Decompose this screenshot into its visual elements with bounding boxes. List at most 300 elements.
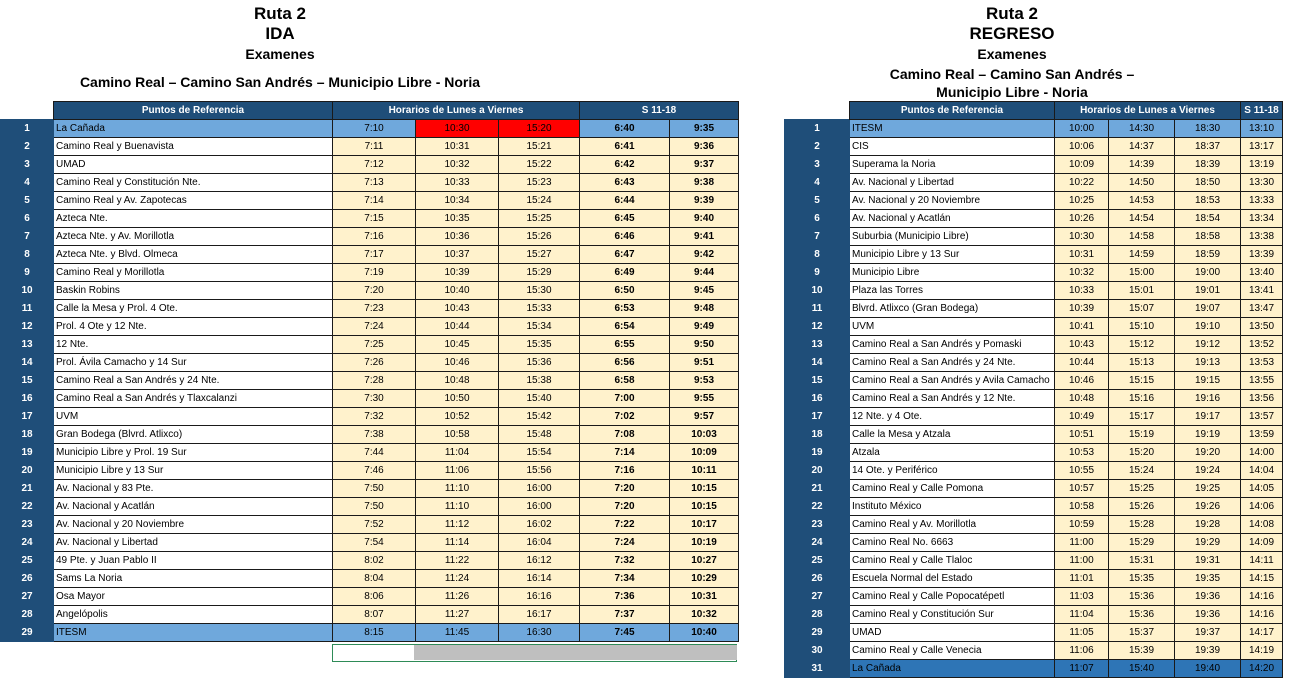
ida-header-points: Puntos de Referencia [54, 102, 333, 120]
regreso-time: 11:05 [1055, 624, 1109, 642]
regreso-time: 14:00 [1241, 444, 1283, 462]
regreso-time: 19:19 [1175, 426, 1241, 444]
regreso-time: 19:40 [1175, 660, 1241, 678]
regreso-header-points: Puntos de Referencia [850, 102, 1055, 120]
regreso-time: 15:39 [1109, 642, 1175, 660]
regreso-stop-number: 12 [785, 318, 850, 336]
regreso-time: 14:30 [1109, 120, 1175, 138]
regreso-time: 10:31 [1055, 246, 1109, 264]
regreso-time: 14:50 [1109, 174, 1175, 192]
ida-stop-name: Azteca Nte. y Av. Morillotla [54, 228, 333, 246]
ida-time: 7:20 [580, 480, 670, 498]
ida-stop-name: Camino Real y Constitución Nte. [54, 174, 333, 192]
regreso-time: 14:39 [1109, 156, 1175, 174]
ida-stop-number: 27 [1, 588, 54, 606]
regreso-stop-name: 14 Ote. y Periférico [850, 462, 1055, 480]
regreso-stop-name: 12 Nte. y 4 Ote. [850, 408, 1055, 426]
ida-time: 7:36 [580, 588, 670, 606]
ida-time: 15:30 [499, 282, 580, 300]
ida-time: 9:36 [670, 138, 739, 156]
ida-stop-number: 25 [1, 552, 54, 570]
ida-row [1, 156, 739, 174]
ida-stop-number: 13 [1, 336, 54, 354]
regreso-stop-number: 6 [785, 210, 850, 228]
ida-time: 9:51 [670, 354, 739, 372]
regreso-stop-name: Atzala [850, 444, 1055, 462]
ida-stop-number: 15 [1, 372, 54, 390]
regreso-stop-number: 4 [785, 174, 850, 192]
regreso-time: 19:36 [1175, 606, 1241, 624]
ida-time: 7:12 [333, 156, 416, 174]
regreso-time: 13:10 [1241, 120, 1283, 138]
regreso-time: 19:07 [1175, 300, 1241, 318]
regreso-stop-number: 18 [785, 426, 850, 444]
regreso-stop-number: 8 [785, 246, 850, 264]
ida-time: 16:14 [499, 570, 580, 588]
regreso-time: 15:26 [1109, 498, 1175, 516]
regreso-time: 14:17 [1241, 624, 1283, 642]
regreso-time: 15:00 [1109, 264, 1175, 282]
regreso-time: 19:17 [1175, 408, 1241, 426]
regreso-time: 10:06 [1055, 138, 1109, 156]
ida-time: 9:39 [670, 192, 739, 210]
regreso-schedule-table [784, 101, 1283, 678]
regreso-time: 10:49 [1055, 408, 1109, 426]
regreso-stop-name: Instituto México [850, 498, 1055, 516]
regreso-stop-name: Municipio Libre [850, 264, 1055, 282]
regreso-stop-number: 14 [785, 354, 850, 372]
regreso-time: 11:00 [1055, 534, 1109, 552]
regreso-time: 18:59 [1175, 246, 1241, 264]
ida-route-subtitle: Camino Real – Camino San Andrés – Municipio Libre - Noria [79, 74, 481, 90]
ida-row [1, 606, 739, 624]
ida-row [1, 570, 739, 588]
regreso-stop-name: Calle la Mesa y Atzala [850, 426, 1055, 444]
grey-fill-bar [414, 645, 737, 660]
ida-time: 10:40 [670, 624, 739, 642]
regreso-time: 19:24 [1175, 462, 1241, 480]
regreso-stop-number: 11 [785, 300, 850, 318]
ida-time: 8:06 [333, 588, 416, 606]
regreso-time: 10:51 [1055, 426, 1109, 444]
ida-time: 10:09 [670, 444, 739, 462]
ida-time: 10:37 [416, 246, 499, 264]
regreso-ruta-title: Ruta 2 [986, 4, 1038, 23]
regreso-stop-number: 31 [785, 660, 850, 678]
ida-header-saturday: S 11-18 [580, 102, 739, 120]
regreso-time: 11:04 [1055, 606, 1109, 624]
regreso-row [785, 138, 1283, 156]
ida-stop-number: 21 [1, 480, 54, 498]
regreso-stop-name: Camino Real a San Andrés y 24 Nte. [850, 354, 1055, 372]
regreso-stop-name: Blvrd. Atlixco (Gran Bodega) [850, 300, 1055, 318]
ida-stop-name: Municipio Libre y 13 Sur [54, 462, 333, 480]
regreso-time: 19:13 [1175, 354, 1241, 372]
ida-stop-number: 29 [1, 624, 54, 642]
ida-header-blank [1, 102, 54, 120]
regreso-time: 19:16 [1175, 390, 1241, 408]
ida-time: 15:26 [499, 228, 580, 246]
regreso-stop-name: Plaza las Torres [850, 282, 1055, 300]
ida-time: 8:07 [333, 606, 416, 624]
regreso-time: 15:17 [1109, 408, 1175, 426]
ida-stop-name: 12 Nte. [54, 336, 333, 354]
ida-time: 16:04 [499, 534, 580, 552]
ida-time: 15:56 [499, 462, 580, 480]
ida-time: 10:32 [670, 606, 739, 624]
ida-row [1, 336, 739, 354]
ida-time: 16:12 [499, 552, 580, 570]
regreso-time: 19:35 [1175, 570, 1241, 588]
ida-time: 15:54 [499, 444, 580, 462]
ida-row [1, 480, 739, 498]
ida-stop-name: Camino Real a San Andrés y 24 Nte. [54, 372, 333, 390]
regreso-time: 13:52 [1241, 336, 1283, 354]
regreso-time: 15:20 [1109, 444, 1175, 462]
ida-time: 6:55 [580, 336, 670, 354]
regreso-stop-number: 23 [785, 516, 850, 534]
regreso-time: 11:06 [1055, 642, 1109, 660]
regreso-time: 15:24 [1109, 462, 1175, 480]
regreso-time: 19:01 [1175, 282, 1241, 300]
ida-time: 10:11 [670, 462, 739, 480]
ida-row [1, 408, 739, 426]
regreso-time: 14:15 [1241, 570, 1283, 588]
regreso-row [785, 174, 1283, 192]
ida-time: 7:24 [333, 318, 416, 336]
ida-time: 15:34 [499, 318, 580, 336]
regreso-row [785, 246, 1283, 264]
regreso-stop-number: 3 [785, 156, 850, 174]
ida-row [1, 318, 739, 336]
regreso-row [785, 534, 1283, 552]
regreso-time: 14:04 [1241, 462, 1283, 480]
ida-time: 11:45 [416, 624, 499, 642]
regreso-time: 13:57 [1241, 408, 1283, 426]
ida-stop-number: 6 [1, 210, 54, 228]
regreso-row [785, 552, 1283, 570]
regreso-stop-name: Av. Nacional y Libertad [850, 174, 1055, 192]
regreso-row [785, 156, 1283, 174]
ida-time: 15:24 [499, 192, 580, 210]
ida-time: 6:45 [580, 210, 670, 228]
ida-time: 7:16 [333, 228, 416, 246]
ida-time: 7:08 [580, 426, 670, 444]
regreso-time: 18:58 [1175, 228, 1241, 246]
regreso-time: 13:47 [1241, 300, 1283, 318]
ida-time: 7:44 [333, 444, 416, 462]
regreso-row [785, 480, 1283, 498]
regreso-time: 19:15 [1175, 372, 1241, 390]
ida-time: 6:46 [580, 228, 670, 246]
ida-time: 10:32 [416, 156, 499, 174]
ida-time: 10:43 [416, 300, 499, 318]
ida-row [1, 552, 739, 570]
ida-row [1, 300, 739, 318]
ida-time: 11:12 [416, 516, 499, 534]
regreso-row [785, 336, 1283, 354]
regreso-time: 15:40 [1109, 660, 1175, 678]
ida-time: 7:00 [580, 390, 670, 408]
ida-time: 15:20 [499, 120, 580, 138]
regreso-header-weekday: Horarios de Lunes a Viernes [1055, 102, 1241, 120]
ida-stop-name: Av. Nacional y Libertad [54, 534, 333, 552]
ida-time: 7:23 [333, 300, 416, 318]
ida-time: 15:35 [499, 336, 580, 354]
regreso-time: 18:50 [1175, 174, 1241, 192]
ida-time: 7:45 [580, 624, 670, 642]
ida-stop-name: Av. Nacional y 20 Noviembre [54, 516, 333, 534]
regreso-stop-number: 25 [785, 552, 850, 570]
regreso-stop-name: Municipio Libre y 13 Sur [850, 246, 1055, 264]
ida-stop-name: ITESM [54, 624, 333, 642]
ida-time: 8:15 [333, 624, 416, 642]
ida-row [1, 390, 739, 408]
ida-row [1, 624, 739, 642]
regreso-time: 10:25 [1055, 192, 1109, 210]
ida-time: 16:17 [499, 606, 580, 624]
regreso-time: 13:17 [1241, 138, 1283, 156]
ida-time: 9:57 [670, 408, 739, 426]
ida-time: 11:24 [416, 570, 499, 588]
regreso-stop-number: 7 [785, 228, 850, 246]
regreso-time: 10:41 [1055, 318, 1109, 336]
ida-stop-number: 2 [1, 138, 54, 156]
ida-stop-name: Municipio Libre y Prol. 19 Sur [54, 444, 333, 462]
regreso-time: 10:39 [1055, 300, 1109, 318]
regreso-stop-name: Camino Real a San Andrés y Avila Camacho [850, 372, 1055, 390]
regreso-row [785, 498, 1283, 516]
ida-exam-subtitle: Examenes [245, 46, 315, 62]
ida-time: 10:40 [416, 282, 499, 300]
regreso-time: 14:19 [1241, 642, 1283, 660]
ida-stop-number: 18 [1, 426, 54, 444]
ida-stop-name: Baskin Robins [54, 282, 333, 300]
regreso-direction-title: REGRESO [969, 24, 1055, 43]
regreso-time: 14:59 [1109, 246, 1175, 264]
ida-time: 10:15 [670, 498, 739, 516]
ida-stop-name: Azteca Nte. y Blvd. Olmeca [54, 246, 333, 264]
regreso-time: 14:16 [1241, 606, 1283, 624]
ida-stop-number: 10 [1, 282, 54, 300]
ida-stop-number: 28 [1, 606, 54, 624]
regreso-row [785, 264, 1283, 282]
ida-time: 7:19 [333, 264, 416, 282]
regreso-time: 10:32 [1055, 264, 1109, 282]
regreso-route-subtitle-line2: Municipio Libre - Noria [936, 84, 1088, 100]
regreso-time: 15:16 [1109, 390, 1175, 408]
ida-row [1, 462, 739, 480]
regreso-stop-number: 2 [785, 138, 850, 156]
regreso-time: 10:44 [1055, 354, 1109, 372]
regreso-time: 14:16 [1241, 588, 1283, 606]
ida-time: 10:52 [416, 408, 499, 426]
regreso-row [785, 372, 1283, 390]
ida-stop-name: La Cañada [54, 120, 333, 138]
regreso-time: 13:59 [1241, 426, 1283, 444]
ida-stop-name: Av. Nacional y Acatlán [54, 498, 333, 516]
regreso-time: 13:56 [1241, 390, 1283, 408]
ida-time: 16:00 [499, 498, 580, 516]
ida-stop-name: Azteca Nte. [54, 210, 333, 228]
regreso-time: 14:08 [1241, 516, 1283, 534]
ida-stop-number: 9 [1, 264, 54, 282]
regreso-stop-number: 5 [785, 192, 850, 210]
regreso-time: 15:19 [1109, 426, 1175, 444]
ida-row [1, 354, 739, 372]
ida-time: 6:44 [580, 192, 670, 210]
ida-time: 7:28 [333, 372, 416, 390]
ida-time: 10:58 [416, 426, 499, 444]
ida-time: 7:13 [333, 174, 416, 192]
regreso-time: 14:37 [1109, 138, 1175, 156]
ida-time: 16:16 [499, 588, 580, 606]
regreso-stop-name: Camino Real y Calle Pomona [850, 480, 1055, 498]
regreso-row [785, 624, 1283, 642]
regreso-stop-name: Camino Real a San Andrés y Pomaski [850, 336, 1055, 354]
regreso-time: 19:31 [1175, 552, 1241, 570]
regreso-time: 19:10 [1175, 318, 1241, 336]
ida-time: 8:04 [333, 570, 416, 588]
ida-stop-number: 19 [1, 444, 54, 462]
regreso-time: 19:29 [1175, 534, 1241, 552]
ida-stop-name: Calle la Mesa y Prol. 4 Ote. [54, 300, 333, 318]
regreso-time: 13:41 [1241, 282, 1283, 300]
regreso-stop-name: Suburbia (Municipio Libre) [850, 228, 1055, 246]
regreso-exam-subtitle: Examenes [977, 46, 1047, 62]
ida-stop-name: Av. Nacional y 83 Pte. [54, 480, 333, 498]
regreso-time: 14:05 [1241, 480, 1283, 498]
ida-ruta-title: Ruta 2 [254, 4, 306, 23]
ida-time: 7:15 [333, 210, 416, 228]
regreso-time: 11:07 [1055, 660, 1109, 678]
regreso-time: 14:54 [1109, 210, 1175, 228]
regreso-stop-name: UMAD [850, 624, 1055, 642]
ida-time: 15:29 [499, 264, 580, 282]
regreso-time: 13:39 [1241, 246, 1283, 264]
ida-stop-name: Prol. 4 Ote y 12 Nte. [54, 318, 333, 336]
ida-time: 15:42 [499, 408, 580, 426]
regreso-stop-name: Av. Nacional y 20 Noviembre [850, 192, 1055, 210]
ida-time: 11:10 [416, 498, 499, 516]
regreso-row [785, 228, 1283, 246]
ida-time: 10:31 [416, 138, 499, 156]
regreso-time: 13:53 [1241, 354, 1283, 372]
regreso-time: 13:55 [1241, 372, 1283, 390]
regreso-time: 19:12 [1175, 336, 1241, 354]
ida-time: 7:30 [333, 390, 416, 408]
regreso-row [785, 444, 1283, 462]
ida-time: 7:14 [580, 444, 670, 462]
regreso-time: 10:33 [1055, 282, 1109, 300]
regreso-stop-number: 17 [785, 408, 850, 426]
regreso-stop-number: 10 [785, 282, 850, 300]
regreso-time: 13:40 [1241, 264, 1283, 282]
regreso-time: 13:50 [1241, 318, 1283, 336]
regreso-time: 10:26 [1055, 210, 1109, 228]
ida-stop-name: Sams La Noria [54, 570, 333, 588]
ida-time: 10:19 [670, 534, 739, 552]
regreso-time: 10:58 [1055, 498, 1109, 516]
ida-time: 10:27 [670, 552, 739, 570]
regreso-time: 15:25 [1109, 480, 1175, 498]
ida-time: 9:41 [670, 228, 739, 246]
ida-time: 16:00 [499, 480, 580, 498]
ida-time: 9:50 [670, 336, 739, 354]
ida-row [1, 228, 739, 246]
ida-stop-name: Osa Mayor [54, 588, 333, 606]
ida-time: 9:48 [670, 300, 739, 318]
regreso-row [785, 354, 1283, 372]
ida-time: 15:33 [499, 300, 580, 318]
ida-time: 15:38 [499, 372, 580, 390]
ida-time: 9:53 [670, 372, 739, 390]
ida-time: 15:27 [499, 246, 580, 264]
regreso-stop-name: Escuela Normal del Estado [850, 570, 1055, 588]
ida-row [1, 372, 739, 390]
regreso-time: 19:25 [1175, 480, 1241, 498]
regreso-route-subtitle-line1: Camino Real – Camino San Andrés – [889, 66, 1135, 82]
regreso-stop-name: ITESM [850, 120, 1055, 138]
ida-row [1, 516, 739, 534]
regreso-time: 15:31 [1109, 552, 1175, 570]
ida-time: 9:45 [670, 282, 739, 300]
ida-time: 7:37 [580, 606, 670, 624]
ida-time: 7:38 [333, 426, 416, 444]
regreso-time: 14:58 [1109, 228, 1175, 246]
regreso-stop-name: Camino Real y Calle Popocatépetl [850, 588, 1055, 606]
ida-time: 11:22 [416, 552, 499, 570]
ida-time: 10:17 [670, 516, 739, 534]
regreso-stop-number: 26 [785, 570, 850, 588]
regreso-stop-name: Camino Real a San Andrés y 12 Nte. [850, 390, 1055, 408]
ida-time: 10:48 [416, 372, 499, 390]
ida-row [1, 174, 739, 192]
regreso-row [785, 570, 1283, 588]
ida-row [1, 120, 739, 138]
regreso-time: 10:22 [1055, 174, 1109, 192]
ida-time: 6:50 [580, 282, 670, 300]
regreso-row [785, 282, 1283, 300]
regreso-time: 11:00 [1055, 552, 1109, 570]
regreso-time: 10:57 [1055, 480, 1109, 498]
ida-time: 15:25 [499, 210, 580, 228]
ida-row [1, 588, 739, 606]
regreso-stop-name: Camino Real y Av. Morillotla [850, 516, 1055, 534]
ida-stop-number: 12 [1, 318, 54, 336]
ida-time: 6:40 [580, 120, 670, 138]
ida-stop-number: 7 [1, 228, 54, 246]
regreso-time: 10:30 [1055, 228, 1109, 246]
regreso-stop-name: UVM [850, 318, 1055, 336]
ida-time: 9:55 [670, 390, 739, 408]
ida-stop-name: 49 Pte. y Juan Pablo II [54, 552, 333, 570]
ida-time: 7:50 [333, 498, 416, 516]
ida-time: 10:31 [670, 588, 739, 606]
ida-time: 7:11 [333, 138, 416, 156]
ida-stop-name: Camino Real a San Andrés y Tlaxcalanzi [54, 390, 333, 408]
ida-stop-name: Camino Real y Av. Zapotecas [54, 192, 333, 210]
regreso-row [785, 408, 1283, 426]
regreso-time: 19:39 [1175, 642, 1241, 660]
ida-stop-number: 23 [1, 516, 54, 534]
regreso-time: 14:06 [1241, 498, 1283, 516]
regreso-time: 15:28 [1109, 516, 1175, 534]
regreso-time: 14:09 [1241, 534, 1283, 552]
regreso-time: 15:07 [1109, 300, 1175, 318]
ida-time: 10:50 [416, 390, 499, 408]
ida-stop-number: 26 [1, 570, 54, 588]
